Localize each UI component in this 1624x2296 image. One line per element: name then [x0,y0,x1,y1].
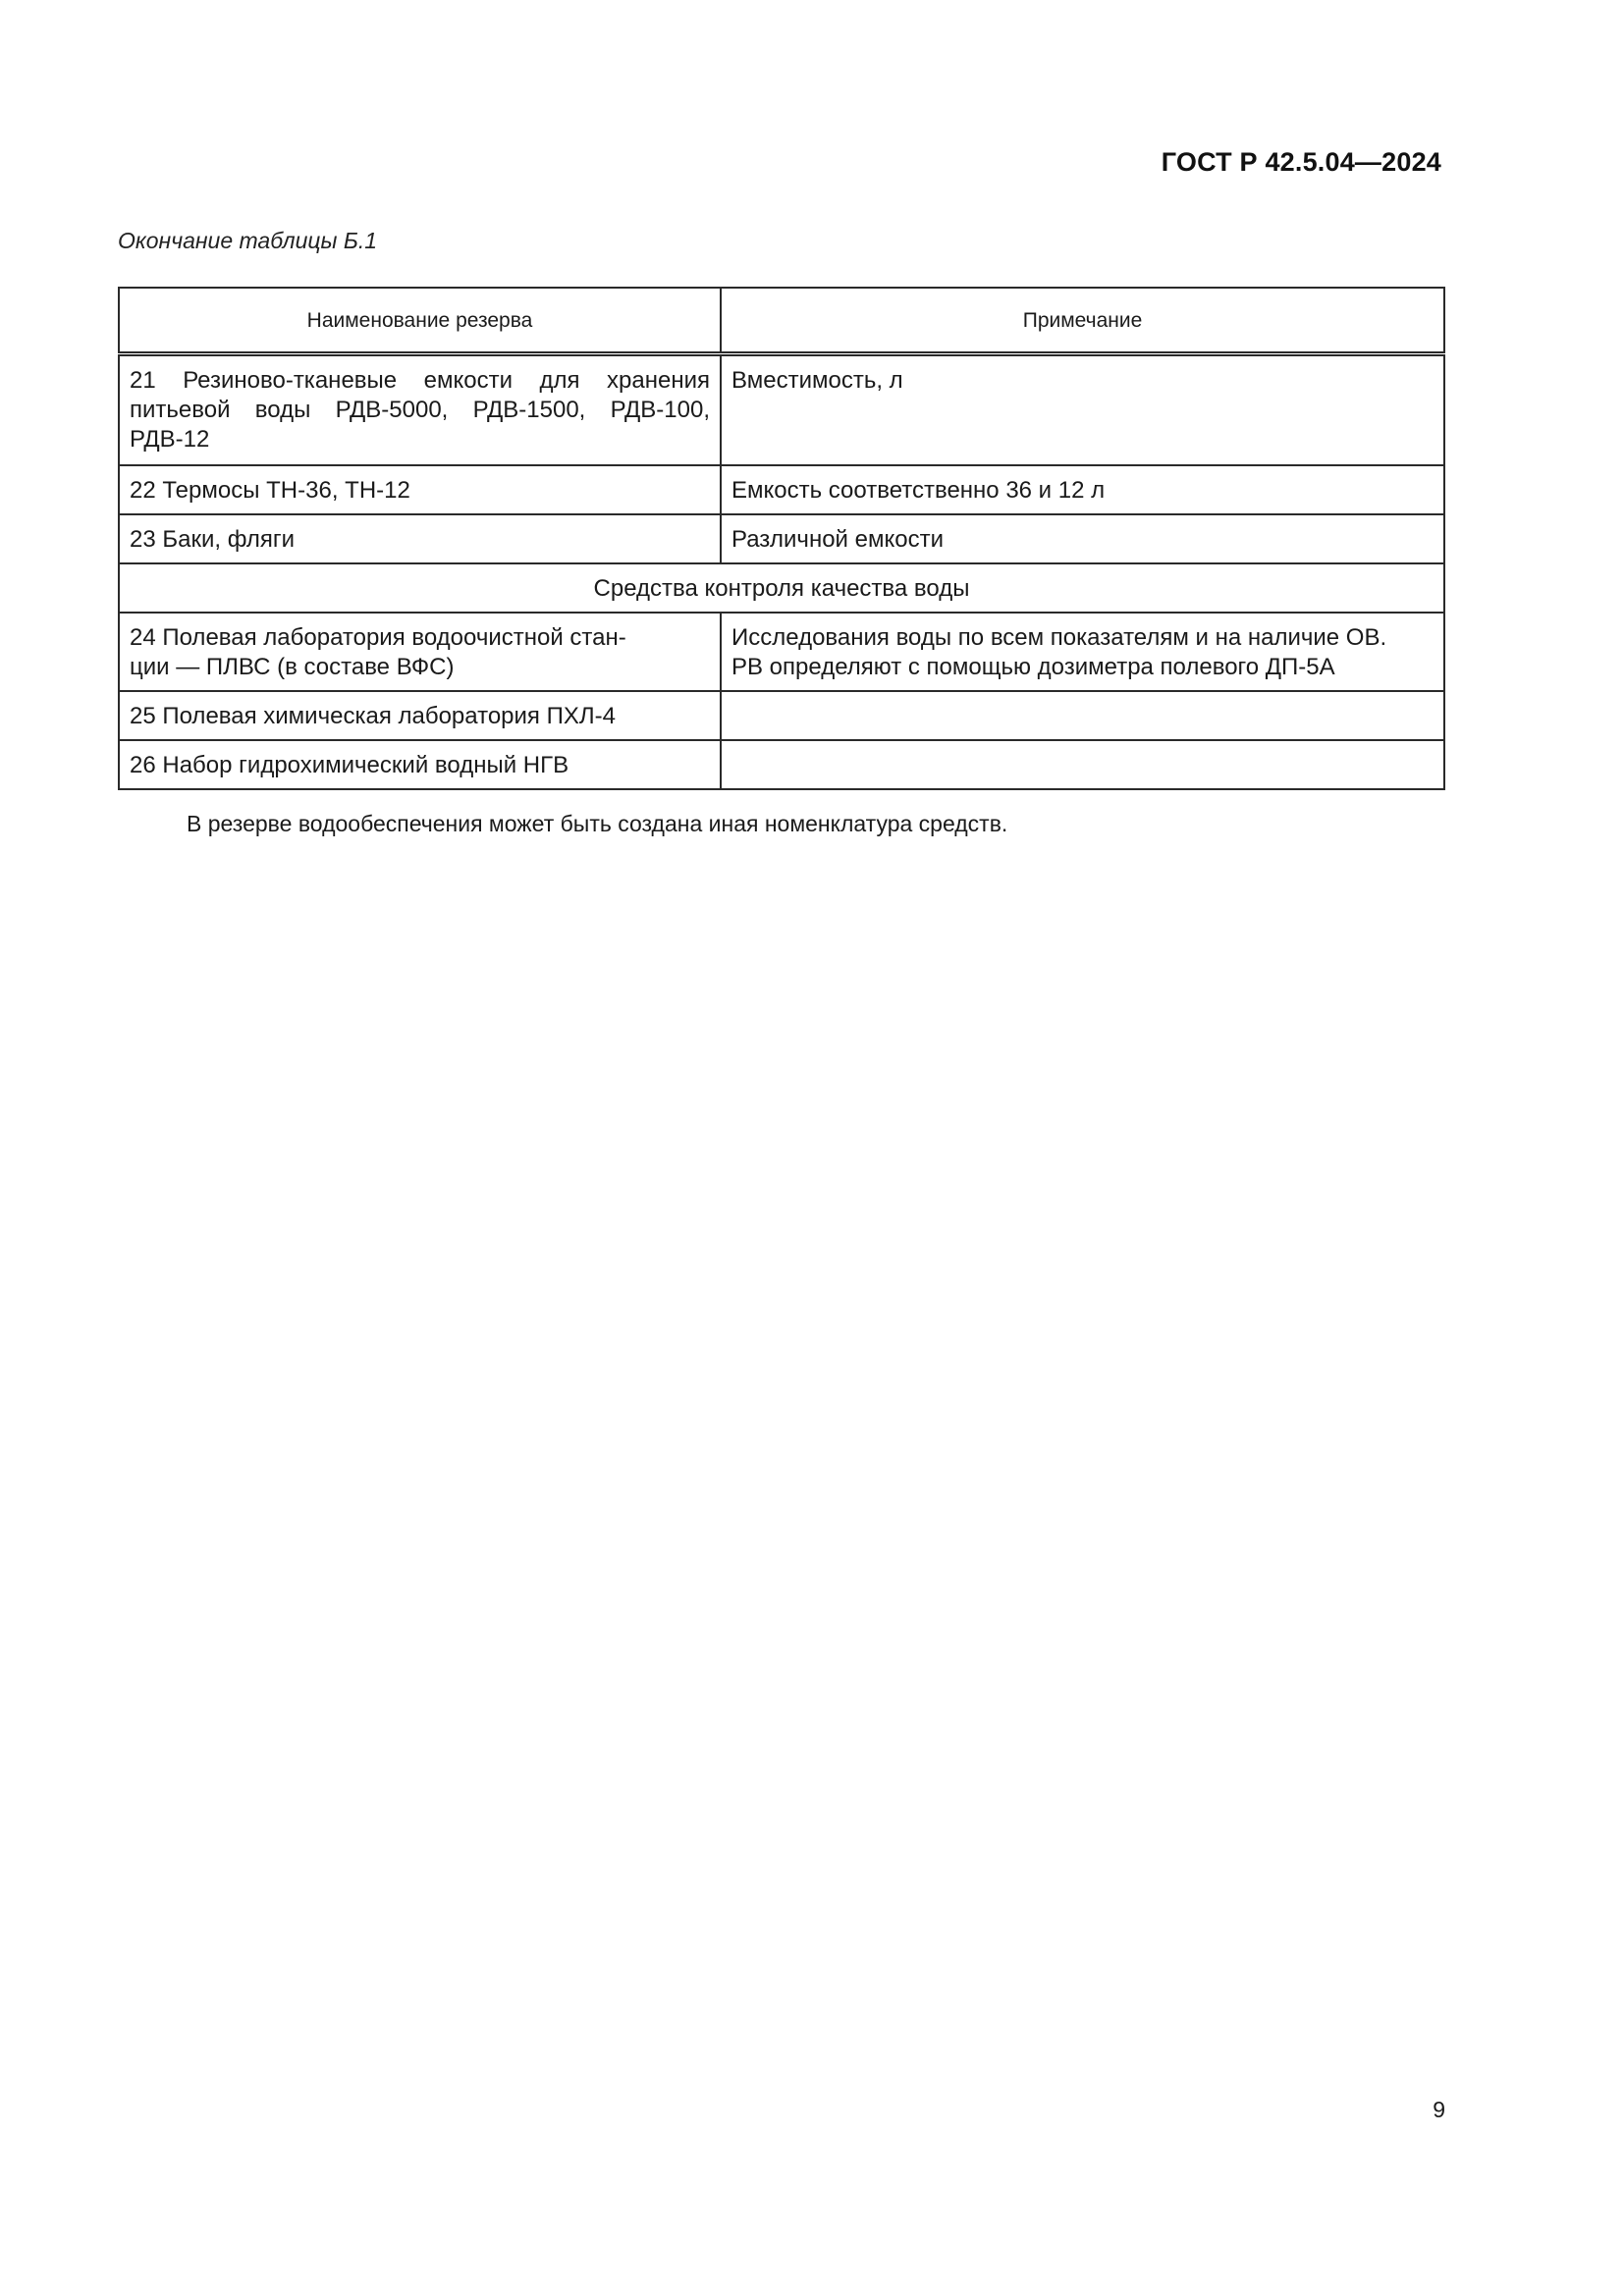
cell-note [721,613,1444,691]
cell-note [721,740,1444,789]
cell-note [721,691,1444,740]
table-row [119,740,1444,789]
cell-note-line: Исследования воды по всем показателям и на наличие ОВ. [731,624,1387,651]
table-row [119,514,1444,563]
cell-note-line: РВ определяют с помощью дозиметра полевого ДП-5А [731,654,1335,680]
table-row [119,691,1444,740]
column-header-name: Наименование резерва [119,288,721,354]
reserve-table [118,287,1445,790]
section-title: Средства контроля качества воды [119,563,1444,613]
page-number: 9 [1433,2097,1445,2122]
cell-name: 26 Набор гидрохимический водный НГВ [119,740,721,789]
table-row [119,465,1444,514]
table-caption: Окончание таблицы Б.1 [118,228,378,253]
table-row [119,354,1444,466]
cell-name-line: 24 Полевая лаборатория водоочистной стан- [130,624,626,651]
cell-name: 25 Полевая химическая лаборатория ПХЛ-4 [119,691,721,740]
standard-code: ГОСТ Р 42.5.04—2024 [1161,147,1441,177]
cell-note: Различной емкости [721,514,1444,563]
cell-name [119,613,721,691]
cell-note: Емкость соответственно 36 и 12 л [721,465,1444,514]
cell-name: 22 Термосы ТН-36, ТН-12 [119,465,721,514]
cell-name: 21 Резиново-тканевые емкости для хранения питьевой воды РДВ-5000, РДВ-1500, РДВ-100, РДВ-12 [119,354,721,466]
cell-name-line: ции — ПЛВС (в составе ВФС) [130,654,455,680]
table-row [119,613,1444,691]
table-header-row [119,288,1444,354]
cell-name: 23 Баки, фляги [119,514,721,563]
column-header-note: Примечание [721,288,1444,354]
cell-note: Вместимость, л [721,354,1444,466]
footnote: В резерве водообеспечения может быть создана иная номенклатура средств. [187,811,1008,836]
table-section-row [119,563,1444,613]
